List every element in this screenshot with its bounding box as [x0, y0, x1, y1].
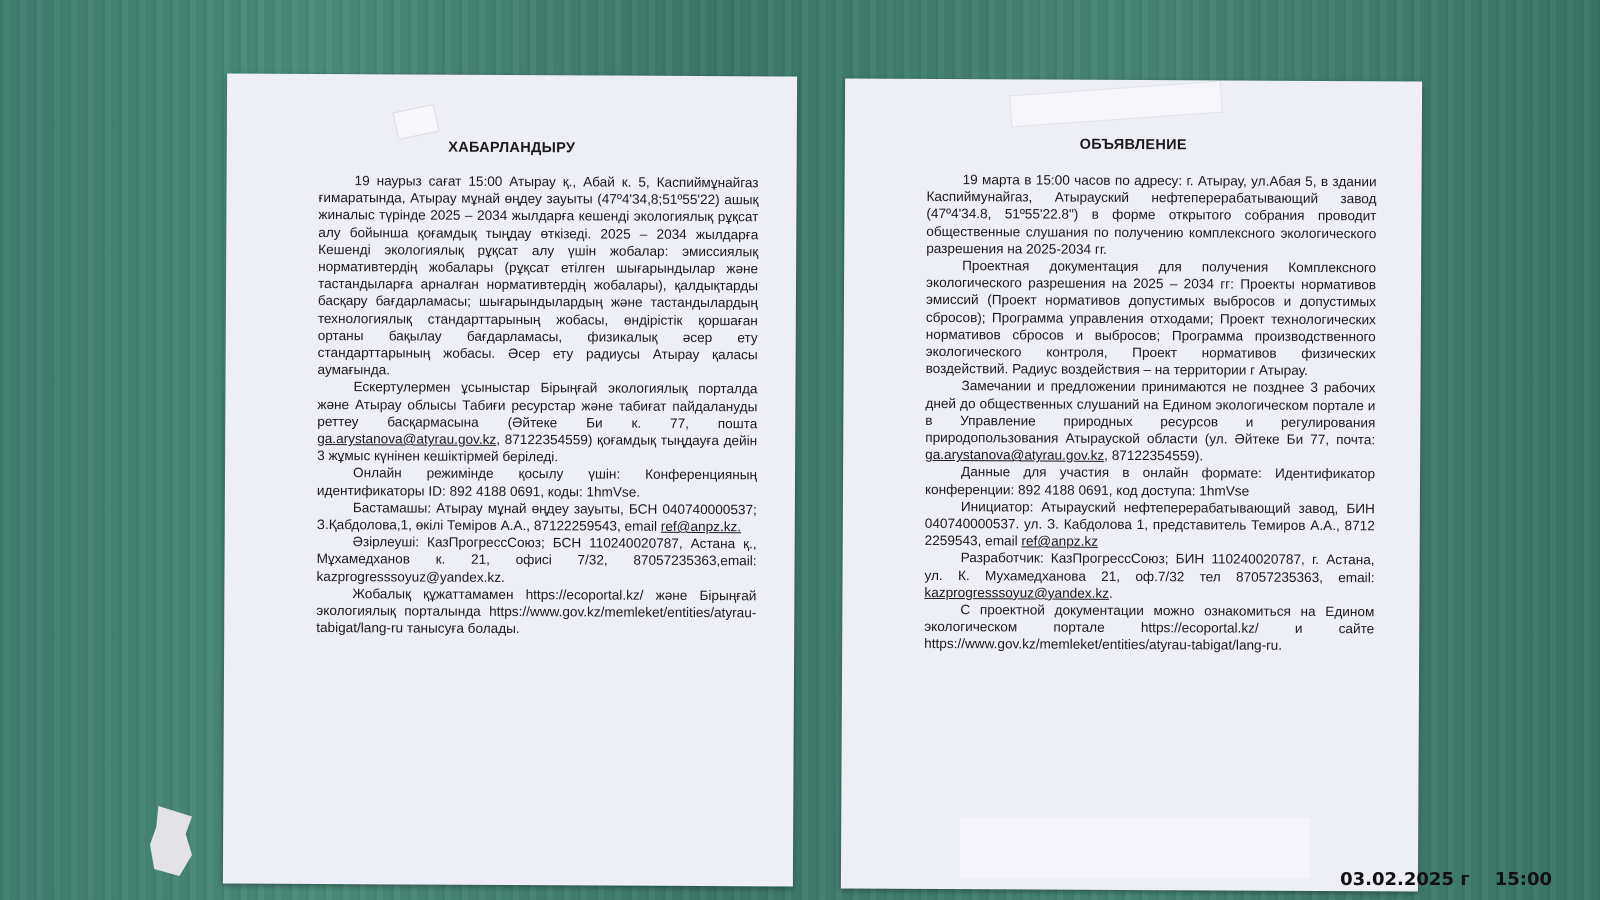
email-link: ref@anpz.kz.: [660, 518, 742, 535]
text-span: Разработчик: КазПрогрессСоюз; БИН 110240020787, г. Астана, ул. К. Мухамедханова 21, оф.7/32 тел 87057235363, email:: [924, 550, 1375, 585]
text-span: Бастамашы: Атырау мұнай өңдеу зауыты, БСН 040740000537; З.Қабдолова,1, өкілі Теміров А.А., 87122259543, email: [316, 500, 757, 534]
text-span: , 87122354559) қоғамдық тыңдауға дейін 3 жұмыс күнінен кешіктірмей беріледі.: [317, 431, 758, 465]
kazakh-notice-body: [316, 172, 758, 639]
russian-notice-sheet: [841, 78, 1422, 891]
kazakh-notice-paragraph: Әзірлеуші: КазПрогрессСоюз; БСН 110240020787, Астана қ., Мұхамедханов к. 21, офисі 7/32, 87057235363,email: kazprogresssoyuz@yandex.kz.: [316, 534, 757, 585]
email-link: kazprogresssoyuz@yandex.kz: [924, 584, 1110, 601]
kazakh-notice-paragraph: 19 наурыз сағат 15:00 Атырау қ., Абай к. 5, Каспиймұнайгаз ғимаратында, Атырау мұнай өңдеу зауыты (47º4'34,8;51º55'22) ашық жиналыс түрінде 2025 – 2034 жылдарға кешенді экологиялық рұқсат алу бойынша қоғамдық тыңдау өткізеді. 2025 – 2034 жылдарға Кешенді экологиялық рұқсат алу үшін жобалар: эмиссиялық нормативтердің жобалары (рұқсат етілген шығарындылар және тастандыларға арналған нормативтердің жобалары), қалдықтарды басқару бағдарламасы; шығарындылардың және тастандылардың технологиялық стандарттарының жобасы, өндірістік қоршаған ортаны бақылау бағдарламасы, физикалық әсер ету стандарттарының жобасы. Әсер ету радиусы Атырау қаласы аумағында.: [317, 173, 759, 378]
russian-notice-paragraph: С проектной документации можно ознакомиться на Едином экологическом портале https://ecoportal.kz/ и сайте https://www.gov.kz/memleket/entities/atyrau-tabigat/lang-ru.: [924, 602, 1375, 654]
kazakh-notice-paragraph: [317, 378, 757, 466]
text-span: , 87122354559).: [1104, 448, 1204, 464]
russian-notice-paragraph: 19 марта в 15:00 часов по адресу: г. Атырау, ул.Абая 5, в здании Каспиймунайгаз, Атырауский нефтеперерабатывающий завод (47º4'34.8, 51º55'22.8") в форме открытого собрания проводит общественные слушания по получению комплексного экологического разрешения на 2025-2034 гг.: [926, 172, 1377, 257]
email-link: ga.arystanova@atyrau.gov.kz: [925, 447, 1105, 464]
russian-notice-paragraph: [924, 549, 1374, 603]
russian-notice-paragraph: Данные для участия в онлайн формате: Идентификатор конференции: 892 4188 0691, код доступа: 1hmVse: [924, 464, 1376, 499]
russian-notice-paragraph: Проектная документация для получения Комплексного экологического разрешения на 2025 – 2034 гг: Проекты нормативов эмиссий (Проект нормативов допустимых выбросов и допустимых сбросов); Программа управления отходами; Проект технологических нормативов сбросов и выбросов; Программа производственного экологического контроля, Проект нормативов физических воздействий. Радиус воздействия – на территории г Атырау.: [925, 258, 1377, 379]
russian-notice-body: [924, 171, 1377, 655]
russian-notice-paragraph: [925, 377, 1375, 465]
photo-timestamp: 03.02.2025 г 15:00: [1340, 869, 1552, 890]
russian-notice-paragraph: [925, 498, 1375, 552]
kazakh-notice-paragraph: [317, 499, 757, 536]
russian-notice-title: ОБЪЯВЛЕНИЕ: [1079, 136, 1187, 154]
tape-strip: [960, 818, 1310, 878]
text-span: .: [1108, 585, 1113, 601]
kazakh-notice-paragraph: Жобалық құжаттамамен https://ecoportal.kz/ және Бірыңғай экологиялық порталында https://www.gov.kz/memleket/entities/atyrau-tabigat/lang-ru танысуға болады.: [316, 586, 757, 637]
email-link: ref@anpz.kz: [1021, 533, 1099, 550]
email-link: ga.arystanova@atyrau.gov.kz: [317, 431, 497, 447]
text-span: Замечании и предложении принимаются не позднее 3 рабочих дней до общественных слушаний на Едином экологическом портале и в Управление природных ресурсов и регулирования природопользования Атырауской области (ул. Әйтеке Би 77, почта:: [925, 378, 1376, 448]
kazakh-notice-title: ХАБАРЛАНДЫРУ: [448, 139, 576, 157]
torn-paper-scrap: [150, 806, 192, 876]
kazakh-notice-paragraph: Онлайн режимінде қосылу үшін: Конференцияның идентификаторы ID: 892 4188 0691, коды: 1hmVse.: [316, 465, 758, 500]
text-span: Ескертулермен ұсыныстар Бірыңғай экологиялық порталда және Атырау облысы Табиғи ресурстар және табиғат пайдалануды реттеу басқармасына (Әйтеке Би к. 77, пошта: [317, 379, 758, 432]
text-span: Инициатор: Атырауский нефтеперерабатывающий завод, БИН 040740000537. ул. З. Кабдолова 1, представитель Темиров А.А., 8712 2259543, email: [924, 498, 1375, 549]
kazakh-notice-sheet: [223, 74, 797, 887]
